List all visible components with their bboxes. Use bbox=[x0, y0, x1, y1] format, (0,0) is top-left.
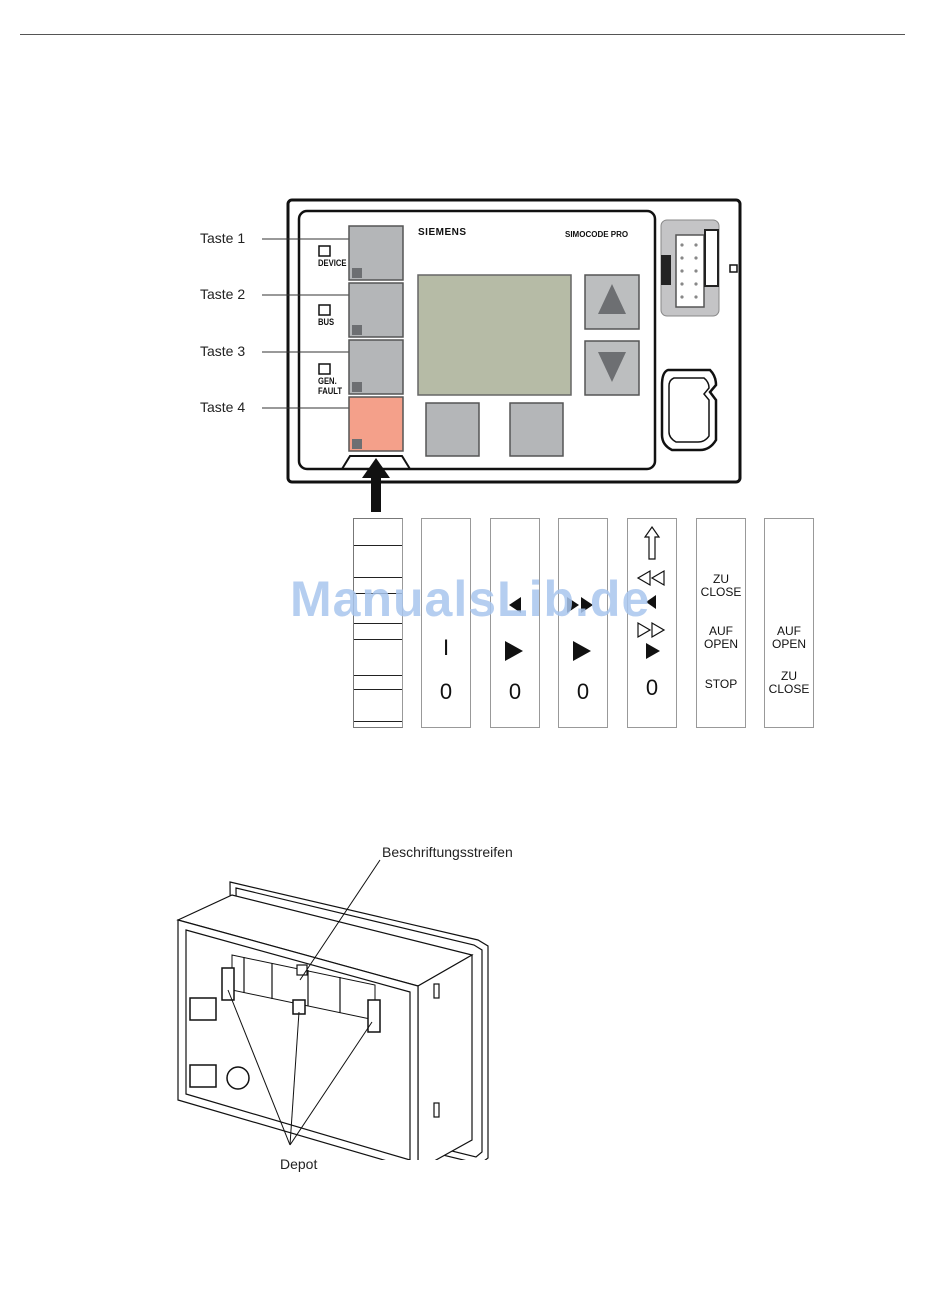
strip-4-off-symbol: 0 bbox=[576, 679, 590, 704]
lcd-display bbox=[418, 275, 571, 395]
strip-6-auf: AUF bbox=[709, 624, 733, 638]
strip-5-off-symbol: 0 bbox=[645, 675, 659, 700]
led-label-device: DEVICE bbox=[318, 258, 347, 268]
led-label-bus: BUS bbox=[318, 317, 335, 327]
strip-7-zu: ZU bbox=[781, 669, 797, 683]
strip-2-off-symbol: 0 bbox=[439, 679, 453, 704]
callout-taste-4: Taste 4 bbox=[200, 399, 246, 415]
strip-divider bbox=[354, 721, 402, 722]
right-triangle-icon bbox=[573, 641, 591, 661]
rear-connector bbox=[190, 998, 216, 1020]
strip-7-close: CLOSE bbox=[768, 682, 810, 696]
depot-middle bbox=[293, 1000, 305, 1014]
led-label-gen-fault-2: FAULT bbox=[318, 386, 343, 396]
strip-7-auf: AUF bbox=[777, 624, 801, 638]
callout-beschriftungsstreifen: Beschriftungsstreifen bbox=[382, 844, 513, 860]
strip-divider bbox=[354, 689, 402, 690]
label-strip-7 bbox=[764, 518, 814, 728]
depot-left bbox=[222, 968, 234, 1000]
led-gen-fault bbox=[319, 364, 330, 374]
watermark: ManualsLib.de bbox=[290, 571, 651, 627]
rear-view-drawing bbox=[0, 840, 950, 1160]
strip-3-off-symbol: 0 bbox=[508, 679, 522, 704]
housing-side bbox=[418, 955, 472, 1160]
key-taste-4 bbox=[349, 397, 403, 451]
right-triangle-icon bbox=[646, 643, 660, 659]
product-label: SIMOCODE PRO bbox=[565, 230, 629, 239]
depot-right bbox=[368, 1000, 380, 1032]
led-device bbox=[319, 246, 330, 256]
strip-7-open: OPEN bbox=[771, 637, 806, 651]
strip-6-open: OPEN bbox=[703, 637, 738, 651]
up-arrow-outline-icon bbox=[645, 527, 659, 559]
callout-taste-1: Taste 1 bbox=[200, 230, 246, 246]
key-taste-3 bbox=[349, 340, 403, 394]
bottom-key-right bbox=[510, 403, 563, 456]
rewind-icon bbox=[652, 571, 664, 585]
right-triangle-icon bbox=[505, 641, 523, 661]
strip-6-close: CLOSE bbox=[700, 585, 742, 599]
strip-divider bbox=[354, 545, 402, 546]
strip-6-zu: ZU bbox=[713, 572, 729, 586]
rear-knob bbox=[227, 1067, 249, 1089]
led-bus bbox=[319, 305, 330, 315]
strip-divider bbox=[354, 639, 402, 640]
arrow-down-key bbox=[585, 341, 639, 395]
label-strip-6 bbox=[696, 518, 746, 728]
fast-forward-icon bbox=[652, 623, 664, 637]
callout-taste-2: Taste 2 bbox=[200, 286, 246, 302]
key-taste-2 bbox=[349, 283, 403, 337]
key-taste-1 bbox=[349, 226, 403, 280]
brand-label: SIEMENS bbox=[418, 227, 467, 238]
strip-6-stop: STOP bbox=[704, 677, 738, 691]
callout-taste-3: Taste 3 bbox=[200, 343, 246, 359]
strip-2-on-symbol: I bbox=[442, 635, 450, 660]
operator-panel-drawing bbox=[0, 0, 950, 520]
bottom-key-left bbox=[426, 403, 479, 456]
strip-divider bbox=[354, 675, 402, 676]
rear-connector bbox=[190, 1065, 216, 1087]
arrow-up-key bbox=[585, 275, 639, 329]
led-label-gen-fault-1: GEN. bbox=[318, 376, 337, 386]
callout-depot: Depot bbox=[280, 1156, 318, 1172]
